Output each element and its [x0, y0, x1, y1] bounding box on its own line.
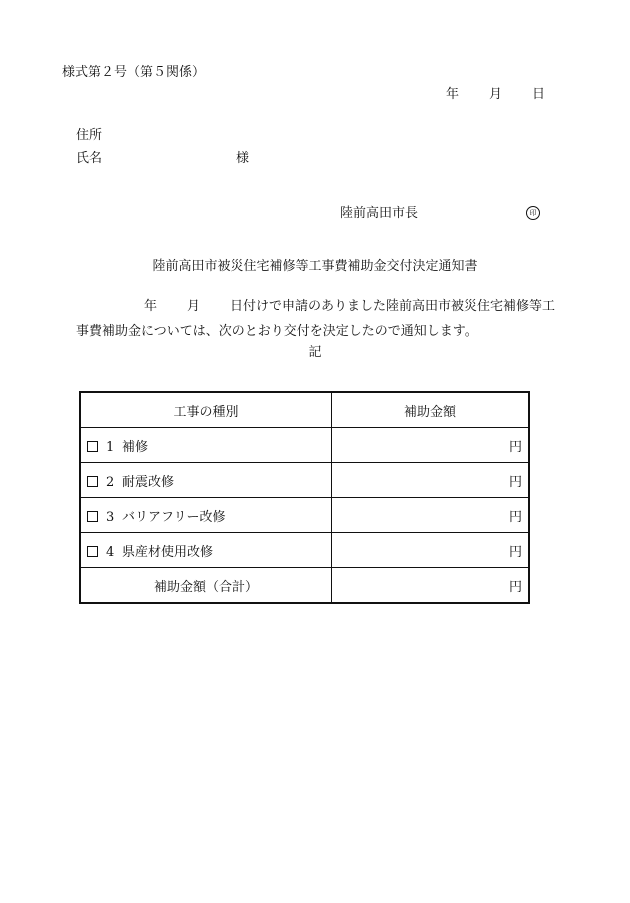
table-row: [80, 533, 529, 568]
subsidy-table: [79, 391, 530, 604]
item-label: バリアフリー改修: [122, 509, 226, 525]
honorific: 様: [236, 151, 250, 166]
checkbox[interactable]: [87, 546, 98, 557]
item-number: 2: [106, 474, 115, 490]
seal-mark: 印: [526, 206, 540, 220]
date-day-label: 日: [532, 87, 546, 102]
total-amount-cell: 円: [332, 568, 530, 604]
body-line-1-text: 日付けで申請のありました陸前高田市被災住宅補修等工: [230, 299, 556, 314]
date-line: [446, 88, 545, 101]
checkbox[interactable]: [87, 511, 98, 522]
work-type-cell: [80, 498, 332, 533]
work-type-cell: [80, 463, 332, 498]
item-label: 補修: [122, 439, 149, 455]
item-label: 県産材使用改修: [122, 544, 214, 560]
name-label: 氏名: [76, 151, 103, 166]
work-type-cell: [80, 533, 332, 568]
form-number: 様式第２号（第５関係）: [62, 65, 206, 80]
amount-cell: 円: [332, 463, 530, 498]
table-total-row: [80, 568, 529, 604]
table-row: [80, 463, 529, 498]
address-label: 住所: [76, 128, 103, 143]
header-work-type: 工事の種別: [80, 392, 332, 428]
table-row: [80, 498, 529, 533]
date-month-label: 月: [489, 87, 503, 102]
date-year-label: 年: [446, 87, 460, 102]
table-header-row: [80, 392, 529, 428]
ki-mark: 記: [308, 345, 322, 360]
checkbox[interactable]: [87, 476, 98, 487]
body-line-2: 事費補助金については、次のとおり交付を決定したので通知します。: [76, 324, 478, 339]
item-number: 4: [106, 544, 115, 560]
table-row: [80, 428, 529, 463]
header-subsidy-amount: 補助金額: [332, 392, 530, 428]
item-number: 3: [106, 509, 115, 525]
amount-cell: 円: [332, 428, 530, 463]
body-month-label: 月: [187, 299, 201, 314]
amount-cell: 円: [332, 498, 530, 533]
amount-cell: 円: [332, 533, 530, 568]
item-label: 耐震改修: [122, 474, 175, 490]
checkbox[interactable]: [87, 441, 98, 452]
work-type-cell: [80, 428, 332, 463]
body-year-label: 年: [144, 299, 158, 314]
body-line-1: [144, 300, 555, 313]
item-number: 1: [106, 439, 115, 455]
document-title: 陸前高田市被災住宅補修等工事費補助金交付決定通知書: [152, 259, 478, 274]
sender-title: 陸前高田市長: [340, 206, 419, 221]
total-label: 補助金額（合計）: [80, 568, 332, 604]
